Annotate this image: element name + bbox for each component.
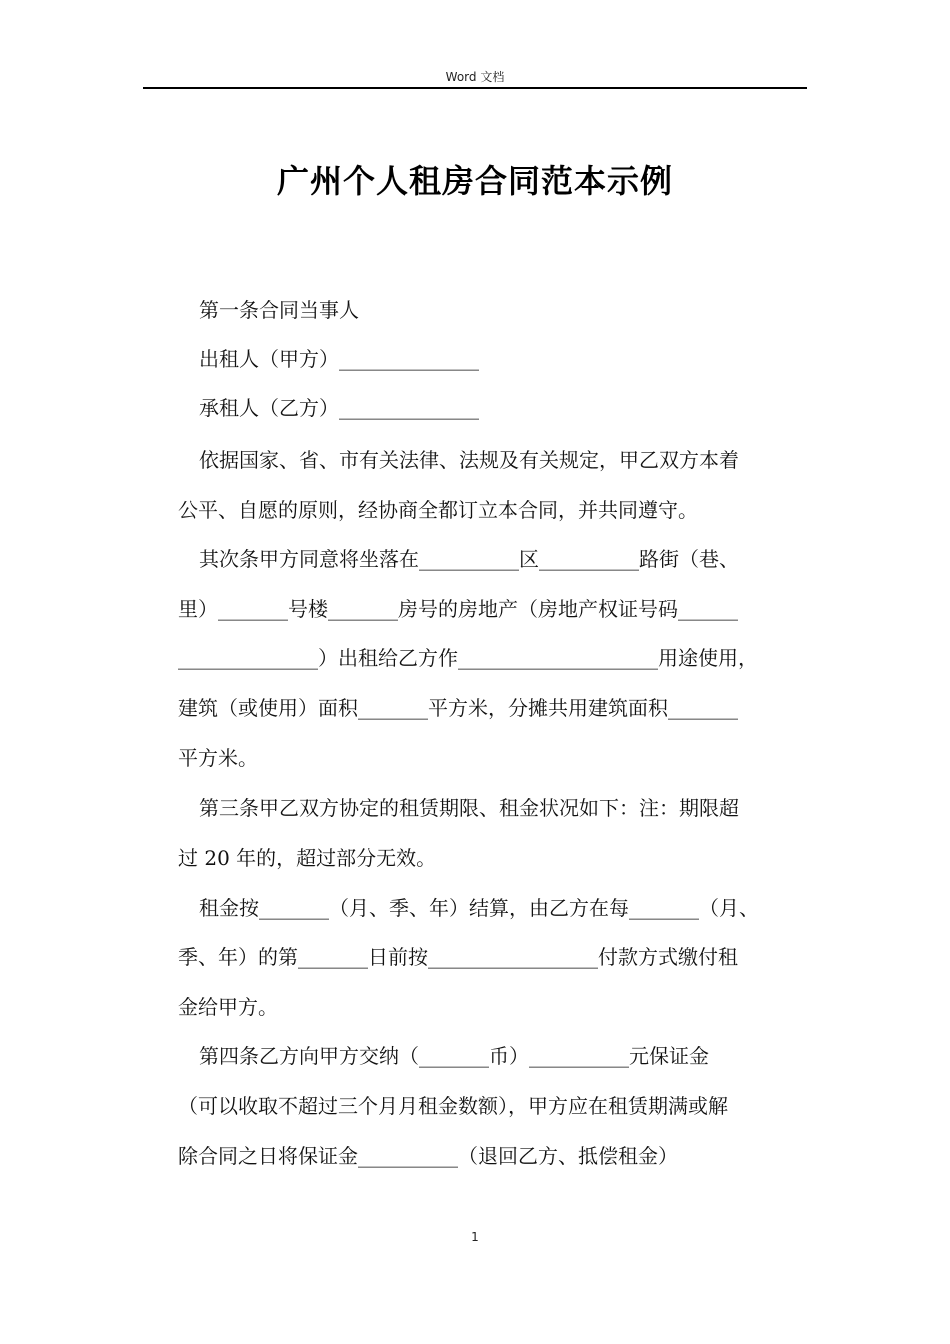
clause-heading-1: 第一条合同当事人 (199, 298, 359, 322)
page-number: 1 (471, 1230, 479, 1244)
paragraph-line: 依据国家、省、市有关法律、法规及有关规定，甲乙双方本着 (199, 448, 739, 472)
paragraph-line: 里）_______号楼_______房号的房地产（房地产权证号码______ (178, 597, 738, 621)
paragraph-line: 季、年）的第_______日前按_________________付款方式缴付租 (178, 945, 738, 969)
paragraph-line: 平方米。 (178, 746, 258, 770)
lessor-field: 出租人（甲方）______________ (199, 347, 479, 371)
paragraph-line: 第三条甲乙双方协定的租赁期限、租金状况如下：注：期限超 (199, 796, 739, 820)
paragraph-line: 建筑（或使用）面积_______平方米，分摊共用建筑面积_______ (178, 696, 738, 720)
document-title: 广州个人租房合同范本示例 (276, 162, 673, 200)
lessee-field: 承租人（乙方）______________ (199, 396, 479, 420)
paragraph-line: 其次条甲方同意将坐落在__________区__________路街（巷、 (199, 547, 739, 571)
paragraph-line: 除合同之日将保证金__________（退回乙方、抵偿租金） (178, 1144, 678, 1168)
paragraph-line: 过 20 年的，超过部分无效。 (178, 846, 437, 870)
header-divider (143, 87, 807, 89)
paragraph-line: 金给甲方。 (178, 995, 278, 1019)
paragraph-line: 第四条乙方向甲方交纳（_______币）__________元保证金 (199, 1044, 709, 1068)
paragraph-line: 公平、自愿的原则，经协商全都订立本合同，并共同遵守。 (178, 498, 698, 522)
paragraph-line: （可以收取不超过三个月月租金数额），甲方应在租赁期满或解 (178, 1094, 728, 1118)
page-header: Word 文档 (445, 70, 505, 84)
paragraph-line: 租金按_______（月、季、年）结算，由乙方在每_______（月、 (199, 896, 759, 920)
paragraph-line: ______________）出租给乙方作____________________用途使用， (178, 646, 758, 670)
